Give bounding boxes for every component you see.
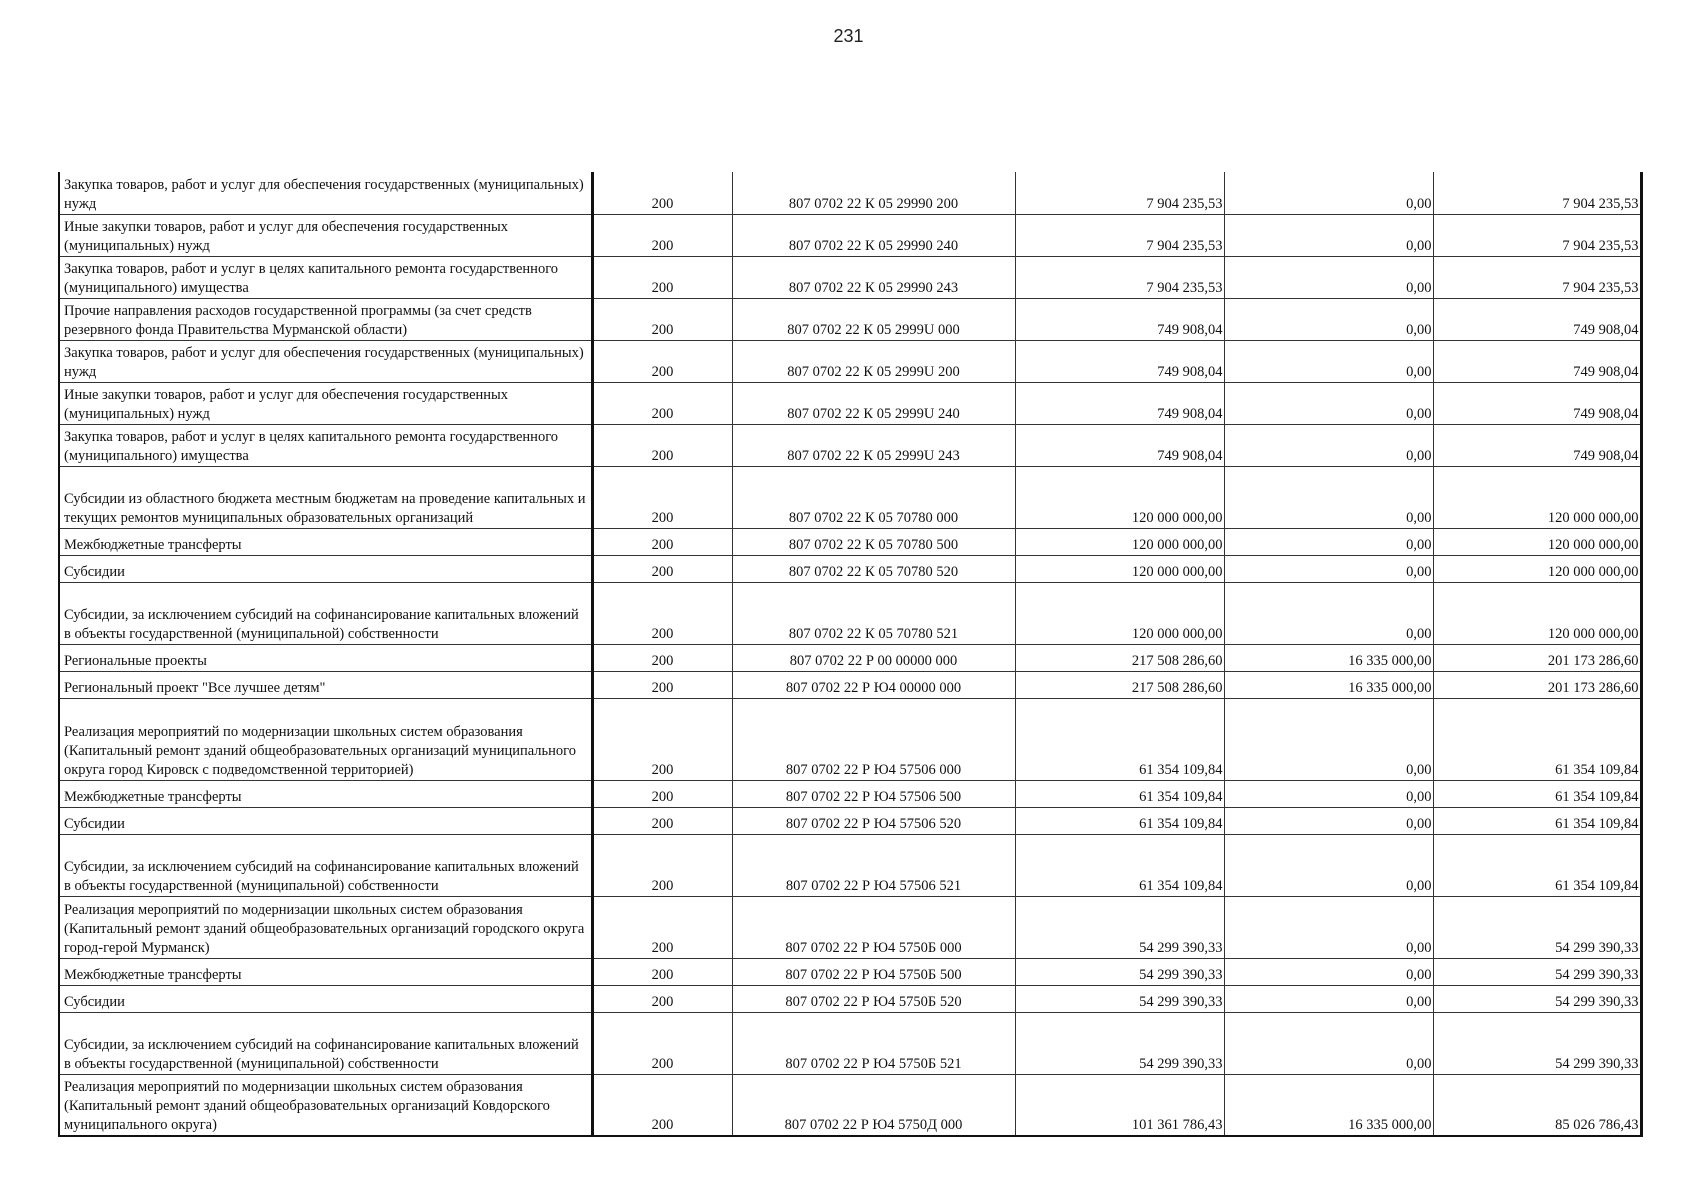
row-amount-2: 0,00 [1224, 298, 1433, 340]
table-row [59, 214, 1641, 256]
table-row [59, 1012, 1641, 1074]
row-amount-1: 749 908,04 [1015, 298, 1224, 340]
row-classification-code: 807 0702 22 Р Ю4 00000 000 [732, 671, 1015, 698]
page-number: 231 [833, 26, 864, 46]
budget-table [58, 172, 1643, 1137]
row-amount-2: 0,00 [1224, 256, 1433, 298]
row-amount-1: 7 904 235,53 [1015, 172, 1224, 214]
row-amount-1: 749 908,04 [1015, 424, 1224, 466]
row-amount-1: 7 904 235,53 [1015, 256, 1224, 298]
row-amount-2: 0,00 [1224, 780, 1433, 807]
row-amount-2: 0,00 [1224, 214, 1433, 256]
table-row [59, 671, 1641, 698]
table-row [59, 424, 1641, 466]
row-classification-code: 807 0702 22 К 05 2999U 200 [732, 340, 1015, 382]
table-row [59, 528, 1641, 555]
row-amount-3: 85 026 786,43 [1433, 1074, 1641, 1136]
row-classification-code: 807 0702 22 Р Ю4 57506 520 [732, 807, 1015, 834]
row-amount-1: 120 000 000,00 [1015, 466, 1224, 528]
row-classification-code: 807 0702 22 Р Ю4 5750Б 000 [732, 896, 1015, 958]
row-amount-2: 0,00 [1224, 555, 1433, 582]
table-row [59, 1074, 1641, 1136]
row-amount-3: 120 000 000,00 [1433, 555, 1641, 582]
row-amount-3: 54 299 390,33 [1433, 896, 1641, 958]
row-amount-2: 0,00 [1224, 834, 1433, 896]
row-amount-1: 61 354 109,84 [1015, 780, 1224, 807]
row-amount-3: 54 299 390,33 [1433, 985, 1641, 1012]
row-amount-1: 101 361 786,43 [1015, 1074, 1224, 1136]
row-description: Межбюджетные трансферты [59, 958, 592, 985]
row-description: Субсидии, за исключением субсидий на софинансирование капитальных вложений в объекты государственной (муниципальной) собственности [59, 582, 592, 644]
row-description: Прочие направления расходов государственной программы (за счет средств резервного фонда Правительства Мурманской области) [59, 298, 592, 340]
row-amount-2: 0,00 [1224, 466, 1433, 528]
row-classification-code: 807 0702 22 К 05 70780 521 [732, 582, 1015, 644]
table-row [59, 985, 1641, 1012]
row-amount-3: 7 904 235,53 [1433, 214, 1641, 256]
row-amount-3: 749 908,04 [1433, 382, 1641, 424]
row-description: Региональный проект "Все лучшее детям" [59, 671, 592, 698]
row-amount-3: 61 354 109,84 [1433, 807, 1641, 834]
row-amount-3: 749 908,04 [1433, 298, 1641, 340]
row-amount-2: 16 335 000,00 [1224, 644, 1433, 671]
row-amount-3: 120 000 000,00 [1433, 582, 1641, 644]
row-classification-code: 807 0702 22 Р Ю4 57506 521 [732, 834, 1015, 896]
table-row [59, 172, 1641, 214]
row-classification-code: 807 0702 22 К 05 29990 200 [732, 172, 1015, 214]
row-code-a: 200 [592, 958, 732, 985]
row-amount-2: 0,00 [1224, 896, 1433, 958]
row-amount-2: 0,00 [1224, 807, 1433, 834]
row-description: Субсидии из областного бюджета местным бюджетам на проведение капитальных и текущих ремонтов муниципальных образовательных организаций [59, 466, 592, 528]
row-amount-3: 749 908,04 [1433, 340, 1641, 382]
row-amount-3: 54 299 390,33 [1433, 1012, 1641, 1074]
row-code-a: 200 [592, 528, 732, 555]
row-amount-1: 7 904 235,53 [1015, 214, 1224, 256]
row-classification-code: 807 0702 22 Р Ю4 57506 000 [732, 698, 1015, 780]
row-description: Закупка товаров, работ и услуг в целях капитального ремонта государственного (муниципального) имущества [59, 424, 592, 466]
row-amount-2: 0,00 [1224, 985, 1433, 1012]
row-amount-2: 0,00 [1224, 340, 1433, 382]
row-amount-3: 201 173 286,60 [1433, 671, 1641, 698]
row-classification-code: 807 0702 22 Р Ю4 5750Д 000 [732, 1074, 1015, 1136]
row-amount-2: 0,00 [1224, 172, 1433, 214]
row-code-a: 200 [592, 382, 732, 424]
row-code-a: 200 [592, 1012, 732, 1074]
row-amount-1: 217 508 286,60 [1015, 671, 1224, 698]
table-row [59, 298, 1641, 340]
row-description: Субсидии [59, 807, 592, 834]
row-amount-3: 120 000 000,00 [1433, 466, 1641, 528]
table-row [59, 834, 1641, 896]
row-code-a: 200 [592, 214, 732, 256]
row-amount-1: 120 000 000,00 [1015, 582, 1224, 644]
row-description: Закупка товаров, работ и услуг для обеспечения государственных (муниципальных) нужд [59, 172, 592, 214]
table-row [59, 644, 1641, 671]
table-row [59, 958, 1641, 985]
row-code-a: 200 [592, 896, 732, 958]
row-amount-2: 0,00 [1224, 958, 1433, 985]
row-description: Субсидии [59, 555, 592, 582]
row-classification-code: 807 0702 22 К 05 70780 520 [732, 555, 1015, 582]
table-row [59, 466, 1641, 528]
row-classification-code: 807 0702 22 К 05 2999U 243 [732, 424, 1015, 466]
row-amount-1: 120 000 000,00 [1015, 555, 1224, 582]
row-amount-3: 61 354 109,84 [1433, 834, 1641, 896]
row-description: Реализация мероприятий по модернизации школьных систем образования (Капитальный ремонт зданий общеобразовательных организаций Ковдорского муниципального округа) [59, 1074, 592, 1136]
row-amount-2: 16 335 000,00 [1224, 671, 1433, 698]
row-classification-code: 807 0702 22 К 05 2999U 000 [732, 298, 1015, 340]
row-classification-code: 807 0702 22 Р Ю4 57506 500 [732, 780, 1015, 807]
row-classification-code: 807 0702 22 К 05 29990 243 [732, 256, 1015, 298]
row-amount-3: 61 354 109,84 [1433, 698, 1641, 780]
row-amount-2: 0,00 [1224, 698, 1433, 780]
row-description: Межбюджетные трансферты [59, 528, 592, 555]
row-code-a: 200 [592, 424, 732, 466]
row-amount-2: 0,00 [1224, 582, 1433, 644]
row-amount-1: 54 299 390,33 [1015, 1012, 1224, 1074]
row-description: Закупка товаров, работ и услуг для обеспечения государственных (муниципальных) нужд [59, 340, 592, 382]
row-code-a: 200 [592, 298, 732, 340]
row-description: Субсидии, за исключением субсидий на софинансирование капитальных вложений в объекты государственной (муниципальной) собственности [59, 1012, 592, 1074]
row-code-a: 200 [592, 807, 732, 834]
row-classification-code: 807 0702 22 К 05 2999U 240 [732, 382, 1015, 424]
row-description: Региональные проекты [59, 644, 592, 671]
row-code-a: 200 [592, 256, 732, 298]
row-classification-code: 807 0702 22 К 05 29990 240 [732, 214, 1015, 256]
budget-table-body [59, 172, 1641, 1136]
row-code-a: 200 [592, 671, 732, 698]
table-row [59, 780, 1641, 807]
row-description: Реализация мероприятий по модернизации школьных систем образования (Капитальный ремонт зданий общеобразовательных организаций муниципального округа город Кировск с подведомственной территорией) [59, 698, 592, 780]
row-amount-1: 54 299 390,33 [1015, 985, 1224, 1012]
row-amount-3: 54 299 390,33 [1433, 958, 1641, 985]
row-amount-3: 749 908,04 [1433, 424, 1641, 466]
row-classification-code: 807 0702 22 Р 00 00000 000 [732, 644, 1015, 671]
row-amount-1: 61 354 109,84 [1015, 807, 1224, 834]
row-amount-1: 54 299 390,33 [1015, 958, 1224, 985]
table-row [59, 340, 1641, 382]
row-classification-code: 807 0702 22 Р Ю4 5750Б 521 [732, 1012, 1015, 1074]
row-description: Субсидии [59, 985, 592, 1012]
table-row [59, 807, 1641, 834]
row-classification-code: 807 0702 22 К 05 70780 000 [732, 466, 1015, 528]
row-code-a: 200 [592, 834, 732, 896]
row-amount-3: 7 904 235,53 [1433, 256, 1641, 298]
row-amount-2: 0,00 [1224, 382, 1433, 424]
row-classification-code: 807 0702 22 Р Ю4 5750Б 520 [732, 985, 1015, 1012]
row-code-a: 200 [592, 466, 732, 528]
row-description: Закупка товаров, работ и услуг в целях капитального ремонта государственного (муниципального) имущества [59, 256, 592, 298]
row-description: Реализация мероприятий по модернизации школьных систем образования (Капитальный ремонт зданий общеобразовательных организаций городского округа город-герой Мурманск) [59, 896, 592, 958]
row-code-a: 200 [592, 582, 732, 644]
row-amount-3: 201 173 286,60 [1433, 644, 1641, 671]
table-row [59, 256, 1641, 298]
table-row [59, 698, 1641, 780]
row-description: Иные закупки товаров, работ и услуг для обеспечения государственных (муниципальных) нужд [59, 214, 592, 256]
row-code-a: 200 [592, 340, 732, 382]
row-amount-1: 61 354 109,84 [1015, 698, 1224, 780]
row-amount-2: 0,00 [1224, 424, 1433, 466]
row-code-a: 200 [592, 172, 732, 214]
row-code-a: 200 [592, 1074, 732, 1136]
row-amount-3: 120 000 000,00 [1433, 528, 1641, 555]
row-amount-1: 61 354 109,84 [1015, 834, 1224, 896]
row-code-a: 200 [592, 555, 732, 582]
row-classification-code: 807 0702 22 К 05 70780 500 [732, 528, 1015, 555]
row-amount-2: 0,00 [1224, 1012, 1433, 1074]
table-row [59, 555, 1641, 582]
row-amount-2: 16 335 000,00 [1224, 1074, 1433, 1136]
row-description: Субсидии, за исключением субсидий на софинансирование капитальных вложений в объекты государственной (муниципальной) собственности [59, 834, 592, 896]
row-code-a: 200 [592, 985, 732, 1012]
row-amount-3: 61 354 109,84 [1433, 780, 1641, 807]
row-description: Межбюджетные трансферты [59, 780, 592, 807]
row-amount-1: 217 508 286,60 [1015, 644, 1224, 671]
row-classification-code: 807 0702 22 Р Ю4 5750Б 500 [732, 958, 1015, 985]
row-amount-1: 54 299 390,33 [1015, 896, 1224, 958]
row-amount-1: 749 908,04 [1015, 340, 1224, 382]
row-amount-1: 749 908,04 [1015, 382, 1224, 424]
row-amount-3: 7 904 235,53 [1433, 172, 1641, 214]
row-code-a: 200 [592, 698, 732, 780]
row-amount-2: 0,00 [1224, 528, 1433, 555]
table-row [59, 382, 1641, 424]
row-code-a: 200 [592, 780, 732, 807]
row-amount-1: 120 000 000,00 [1015, 528, 1224, 555]
row-code-a: 200 [592, 644, 732, 671]
row-description: Иные закупки товаров, работ и услуг для обеспечения государственных (муниципальных) нужд [59, 382, 592, 424]
table-row [59, 896, 1641, 958]
table-row [59, 582, 1641, 644]
